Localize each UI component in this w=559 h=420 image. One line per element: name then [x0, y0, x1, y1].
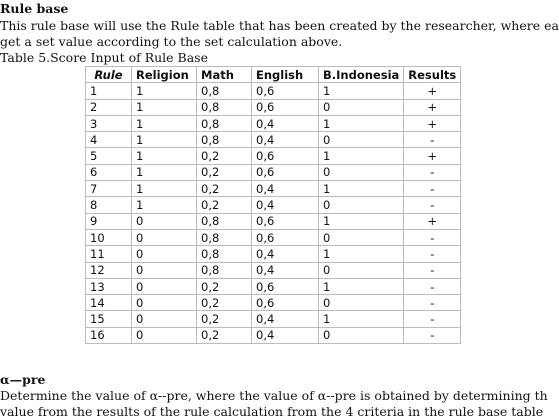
cell-religion: 1 — [132, 132, 197, 148]
paragraph-line: Determine the value of α--pre, where the value of α--pre is obtained by determining th — [0, 388, 548, 403]
cell-rule: 14 — [86, 295, 132, 311]
cell-rule: 10 — [86, 229, 132, 245]
header-english: English — [252, 67, 319, 83]
cell-b-indonesia: 1 — [319, 213, 404, 229]
cell-b-indonesia: 1 — [319, 311, 404, 327]
cell-rule: 12 — [86, 262, 132, 278]
cell-results: + — [404, 83, 461, 99]
section-heading-alpha-pre: α—pre — [0, 372, 46, 387]
cell-english: 0,4 — [252, 327, 319, 343]
table-row — [86, 99, 461, 115]
header-results: Results — [404, 67, 461, 83]
table-row — [86, 83, 461, 99]
cell-religion: 0 — [132, 295, 197, 311]
cell-rule: 4 — [86, 132, 132, 148]
cell-math: 0,2 — [197, 278, 252, 294]
table-row — [86, 197, 461, 213]
cell-english: 0,6 — [252, 164, 319, 180]
cell-rule: 5 — [86, 148, 132, 164]
cell-b-indonesia: 0 — [319, 197, 404, 213]
cell-religion: 1 — [132, 164, 197, 180]
cell-results: - — [404, 181, 461, 197]
table-row — [86, 132, 461, 148]
table-row — [86, 213, 461, 229]
cell-religion: 0 — [132, 229, 197, 245]
cell-math: 0,2 — [197, 164, 252, 180]
cell-math: 0,8 — [197, 115, 252, 131]
cell-math: 0,8 — [197, 246, 252, 262]
cell-english: 0,4 — [252, 197, 319, 213]
cell-religion: 0 — [132, 262, 197, 278]
cell-rule: 1 — [86, 83, 132, 99]
cell-results: + — [404, 213, 461, 229]
cell-math: 0,2 — [197, 197, 252, 213]
cell-english: 0,6 — [252, 278, 319, 294]
cell-rule: 6 — [86, 164, 132, 180]
cell-math: 0,2 — [197, 181, 252, 197]
cell-b-indonesia: 0 — [319, 99, 404, 115]
table-row — [86, 295, 461, 311]
cell-results: - — [404, 262, 461, 278]
cell-results: - — [404, 311, 461, 327]
table-row — [86, 327, 461, 343]
header-math: Math — [197, 67, 252, 83]
cell-results: - — [404, 132, 461, 148]
table-caption: Table 5.Score Input of Rule Base — [0, 50, 208, 65]
cell-rule: 9 — [86, 213, 132, 229]
table-row — [86, 311, 461, 327]
cell-religion: 1 — [132, 115, 197, 131]
cell-religion: 0 — [132, 278, 197, 294]
cell-english: 0,4 — [252, 181, 319, 197]
cell-english: 0,4 — [252, 311, 319, 327]
cell-math: 0,2 — [197, 295, 252, 311]
cell-english: 0,4 — [252, 132, 319, 148]
cell-b-indonesia: 1 — [319, 246, 404, 262]
table-row — [86, 115, 461, 131]
paragraph-line: value from the results of the rule calculation from the 4 criteria in the rule base table — [0, 404, 544, 419]
rule-base-table — [85, 66, 461, 344]
cell-rule: 3 — [86, 115, 132, 131]
cell-b-indonesia: 1 — [319, 83, 404, 99]
cell-english: 0,4 — [252, 115, 319, 131]
paragraph-line: This rule base will use the Rule table that has been created by the researcher, where ea — [0, 18, 559, 33]
cell-results: + — [404, 115, 461, 131]
cell-english: 0,6 — [252, 213, 319, 229]
cell-rule: 2 — [86, 99, 132, 115]
cell-math: 0,8 — [197, 213, 252, 229]
cell-english: 0,6 — [252, 229, 319, 245]
table-header-row — [86, 67, 461, 83]
cell-english: 0,4 — [252, 262, 319, 278]
cell-religion: 0 — [132, 213, 197, 229]
table-row — [86, 229, 461, 245]
cell-b-indonesia: 1 — [319, 148, 404, 164]
cell-results: + — [404, 148, 461, 164]
cell-b-indonesia: 1 — [319, 115, 404, 131]
cell-b-indonesia: 0 — [319, 164, 404, 180]
table-row — [86, 278, 461, 294]
header-b-indonesia: B.Indonesia — [319, 67, 404, 83]
cell-english: 0,6 — [252, 148, 319, 164]
cell-rule: 15 — [86, 311, 132, 327]
cell-b-indonesia: 0 — [319, 295, 404, 311]
table-row — [86, 164, 461, 180]
table-row — [86, 246, 461, 262]
cell-results: - — [404, 246, 461, 262]
cell-math: 0,2 — [197, 311, 252, 327]
cell-religion: 0 — [132, 327, 197, 343]
cell-b-indonesia: 0 — [319, 327, 404, 343]
cell-b-indonesia: 1 — [319, 278, 404, 294]
cell-math: 0,2 — [197, 327, 252, 343]
cell-results: - — [404, 164, 461, 180]
cell-results: - — [404, 327, 461, 343]
cell-math: 0,8 — [197, 262, 252, 278]
cell-english: 0,6 — [252, 83, 319, 99]
cell-religion: 0 — [132, 246, 197, 262]
cell-math: 0,8 — [197, 229, 252, 245]
section-heading-rule-base: Rule base — [0, 1, 69, 16]
table-row — [86, 181, 461, 197]
cell-math: 0,2 — [197, 148, 252, 164]
paragraph-line: get a set value according to the set calculation above. — [0, 34, 343, 49]
cell-math: 0,8 — [197, 99, 252, 115]
header-religion: Religion — [132, 67, 197, 83]
cell-results: - — [404, 278, 461, 294]
cell-english: 0,6 — [252, 295, 319, 311]
cell-results: + — [404, 99, 461, 115]
table-row — [86, 148, 461, 164]
cell-b-indonesia: 1 — [319, 181, 404, 197]
cell-religion: 0 — [132, 311, 197, 327]
cell-results: - — [404, 295, 461, 311]
cell-math: 0,8 — [197, 132, 252, 148]
cell-math: 0,8 — [197, 83, 252, 99]
cell-results: - — [404, 229, 461, 245]
cell-english: 0,4 — [252, 246, 319, 262]
cell-rule: 11 — [86, 246, 132, 262]
table-row — [86, 262, 461, 278]
cell-b-indonesia: 0 — [319, 132, 404, 148]
cell-b-indonesia: 0 — [319, 229, 404, 245]
cell-religion: 1 — [132, 99, 197, 115]
cell-b-indonesia: 0 — [319, 262, 404, 278]
cell-rule: 13 — [86, 278, 132, 294]
cell-religion: 1 — [132, 197, 197, 213]
cell-rule: 16 — [86, 327, 132, 343]
cell-rule: 7 — [86, 181, 132, 197]
cell-religion: 1 — [132, 181, 197, 197]
cell-english: 0,6 — [252, 99, 319, 115]
cell-rule: 8 — [86, 197, 132, 213]
header-rule: Rule — [86, 67, 132, 83]
cell-religion: 1 — [132, 148, 197, 164]
cell-religion: 1 — [132, 83, 197, 99]
cell-results: - — [404, 197, 461, 213]
